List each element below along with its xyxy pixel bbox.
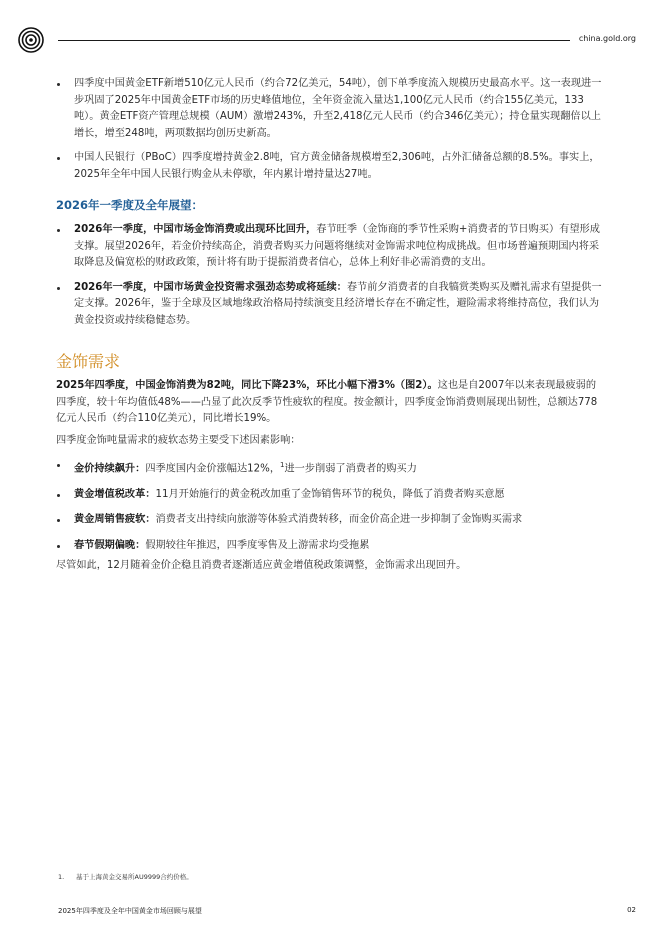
page-number: 02 xyxy=(627,906,636,914)
factor-bold: 金价持续飙升： xyxy=(74,463,146,475)
jewellery-intro-text: 这也是自2007年以来表现最疲弱的四季度，较十年均值低48%——凸显了此次反季节性疲软的程度。按金额计，四季度金饰消费则展现出韧性，总额达778亿元人民币（约合110亿美元），同比增长19%。 xyxy=(56,380,598,424)
footnote xyxy=(58,872,193,881)
wgc-logo-icon xyxy=(18,27,44,53)
factor-item xyxy=(56,457,606,478)
outlook-item-text: 春节前夕消费者的自我犒赏类购买及赠礼需求有望提供一定支撑。2026年，鉴于全球及区域地缘政治格局持续演变且经济增长存在不确定性，避险需求将维持高位，我们认为黄金投资或持续稳健态势。 xyxy=(74,281,602,326)
outlook-item-bold: 2026年一季度，中国市场金饰消费或出现环比回升， xyxy=(74,224,317,235)
factor-text: 四季度国内金价涨幅达12%， xyxy=(145,463,281,475)
factor-text: 11月开始施行的黄金税改加重了金饰销售环节的税负，降低了消费者购买意愿 xyxy=(155,488,505,500)
footer-title: 2025年四季度及全年中国黄金市场回顾与展望 xyxy=(58,907,202,915)
main-content xyxy=(56,76,606,575)
jewellery-intro xyxy=(56,378,606,428)
site-url[interactable]: china.gold.org xyxy=(578,34,636,43)
factor-text-after: 进一步削弱了消费者的购买力 xyxy=(284,463,417,475)
factor-item xyxy=(56,512,606,529)
jewellery-intro-bold: 2025年四季度，中国金饰消费为82吨，同比下降23%，环比小幅下滑3%（图2）。 xyxy=(56,380,438,391)
factors-lead: 四季度金饰吨量需求的疲软态势主要受下述因素影响： xyxy=(56,434,301,446)
footnote-text: 基于上海黄金交易所AU9999合约价格。 xyxy=(76,873,193,881)
bullet-etf: 四季度中国黄金ETF新增510亿元人民币（约合72亿美元，54吨），创下单季度流入规模历史最高水平。这一表现进一步巩固了2025年中国黄金ETF市场的历史峰值地位，全年资金流入量达1,100亿元人民币（约合155亿美元，133吨）。黄金ETF资产管理总规模（AUM）激增243%，升至2,418亿元人民币（约合346亿美元）；持仓量实现翻倍以上增长，增至248吨，两项数据均创历史新高。 xyxy=(56,76,606,142)
jewellery-closing: 尽管如此，12月随着金价企稳且消费者逐渐适应黄金增值税政策调整，金饰需求出现回升。 xyxy=(56,560,467,572)
factor-item xyxy=(56,487,606,504)
factor-bold: 春节假期偏晚： xyxy=(74,539,146,551)
factor-bold: 黄金增值税改革： xyxy=(74,488,156,500)
factor-text: 消费者支出持续向旅游等体验式消费转移，而金价高企进一步抑制了金饰购买需求 xyxy=(155,514,523,526)
outlook-item-bold: 2026年一季度，中国市场黄金投资需求强劲态势或将延续： xyxy=(74,281,347,293)
header-divider xyxy=(58,40,570,41)
outlook-item-text: 春节旺季（金饰商的季节性采购+消费者的节日购买）有望形成支撑。展望2026年，若金价持续高企，消费者购买力问题将继续对金饰需求吨位构成挑战。但市场普遍预期国内将采取降息及偏宽松的财政政策，预计将有助于提振消费者信心，总体上利好非必需消费的支出。 xyxy=(74,224,600,268)
factor-bold: 黄金周销售疲软： xyxy=(74,514,156,526)
footnote-number: 1. xyxy=(58,873,65,881)
bullet-pboc: 中国人民银行（PBoC）四季度增持黄金2.8吨，官方黄金储备规模增至2,306吨，占外汇储备总额的8.5%。事实上，2025年全年中国人民银行购金从未停歇，年内累计增持量达27吨。 xyxy=(56,150,606,183)
factor-text: 假期较往年推迟，四季度零售及上游需求均受拖累 xyxy=(145,539,370,551)
outlook-heading: 2026年一季度及全年展望： xyxy=(56,198,204,212)
factor-item xyxy=(56,538,606,555)
outlook-item-investment xyxy=(56,280,606,330)
outlook-item-jewellery xyxy=(56,222,606,272)
page-header xyxy=(0,0,662,60)
section-title-jewellery: 金饰需求 xyxy=(56,352,121,371)
footnote-ref[interactable]: 1 xyxy=(280,461,285,469)
